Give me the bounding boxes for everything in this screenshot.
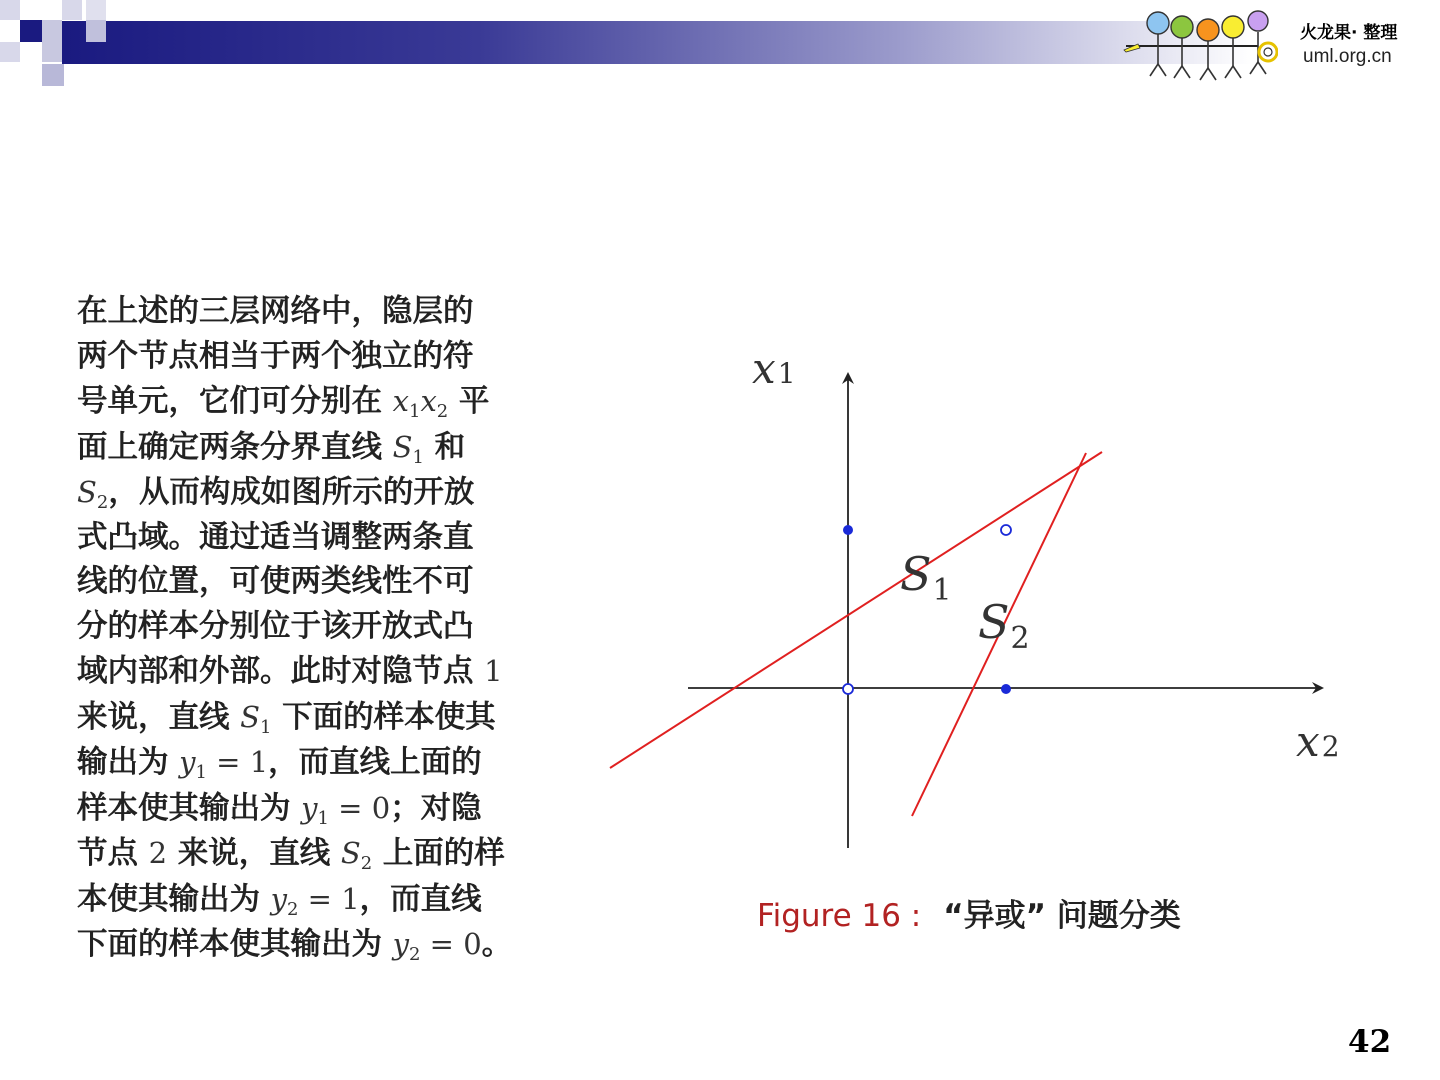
text-segment: 下面的样本使其输出为	[77, 927, 393, 962]
text-line	[77, 516, 592, 561]
text-segment: ，从而构成如图所示的开放	[108, 475, 475, 510]
math-symbol: x	[392, 384, 409, 418]
point-filled	[1001, 684, 1011, 694]
x2-axis-label	[1296, 717, 1340, 766]
text-segment: 输出为	[77, 745, 180, 780]
caption-label: Figure 16 :	[757, 898, 922, 934]
text-line	[77, 877, 592, 923]
text-segment: 分的样本分别位于该开放式凸	[77, 608, 474, 644]
math-S1	[392, 429, 424, 468]
text-line	[77, 335, 592, 380]
text-line	[77, 786, 592, 832]
label-sub: 2	[1321, 730, 1340, 763]
banner-square-mid	[42, 64, 64, 86]
text-line	[77, 740, 592, 786]
text-segment: 下面的样本使其	[271, 699, 496, 735]
math-symbol: y	[179, 745, 196, 779]
label-sub: 1	[777, 357, 796, 390]
text-segment: 两个节点相当于两个独立的符	[77, 338, 474, 374]
math-subscript: 1	[408, 401, 421, 422]
math-digit: 2	[148, 836, 168, 870]
text-line	[77, 695, 592, 741]
text-segment: ，而直线上面的	[268, 745, 482, 780]
math-subscript: 2	[409, 944, 421, 965]
text-segment: 在上述的三层网络中，隐层的	[77, 294, 474, 329]
figure-caption	[757, 890, 1181, 935]
text-segment: 样本使其输出为	[77, 790, 302, 826]
math-symbol: S	[240, 699, 260, 734]
banner-square-light	[62, 0, 82, 20]
text-segment: 上面的样	[372, 836, 505, 871]
text-segment: 平	[448, 384, 490, 419]
math-y2-eq-0	[392, 927, 482, 965]
banner-square-light	[0, 42, 20, 62]
header-banner	[62, 21, 1252, 64]
text-line	[77, 470, 592, 516]
math-symbol: y	[301, 790, 318, 825]
label-sub: 2	[1010, 621, 1030, 656]
math-equality: = 0	[328, 790, 391, 825]
banner-square-light	[0, 0, 20, 20]
math-subscript: 1	[260, 716, 272, 738]
xor-figure	[600, 350, 1360, 860]
math-equality: = 1	[298, 881, 360, 916]
math-subscript: 1	[412, 446, 424, 468]
text-segment: 域内部和外部。此时对隐节点	[77, 654, 485, 689]
text-segment: 本使其输出为	[77, 881, 271, 917]
math-subscript: 2	[96, 492, 109, 513]
math-subscript: 1	[195, 762, 207, 783]
banner-square-light	[86, 0, 106, 20]
math-y1-eq-1	[179, 745, 269, 783]
text-segment: 线的位置，可使两类线性不可	[77, 564, 474, 599]
math-S2	[77, 475, 109, 513]
caption-text: “异或” 问题分类	[943, 898, 1181, 934]
math-symbol: y	[392, 927, 410, 961]
banner-square-light	[42, 20, 62, 42]
text-segment: 来说，直线	[77, 699, 241, 735]
point-open	[843, 684, 853, 694]
math-x1x2	[392, 384, 449, 422]
text-segment: 号单元，它们可分别在	[77, 384, 393, 419]
line-label-s1	[900, 547, 952, 608]
point-filled	[843, 525, 853, 535]
banner-square-light	[42, 42, 62, 62]
math-subscript: 2	[436, 401, 449, 422]
text-segment: ，而直线	[359, 881, 482, 917]
brand-name: 火龙果· 整理	[1300, 23, 1398, 43]
math-number	[484, 654, 502, 688]
text-segment: 来说，直线	[167, 836, 341, 871]
math-equality: = 1	[206, 745, 269, 779]
math-y1-eq-0	[301, 790, 391, 829]
text-segment: ；对隐	[390, 790, 482, 826]
stick-figures-logo-icon	[1118, 6, 1278, 86]
text-line	[77, 605, 592, 650]
text-line	[77, 922, 592, 968]
text-segment: 面上确定两条分界直线	[77, 429, 393, 465]
text-line	[77, 649, 592, 695]
text-line	[77, 425, 592, 471]
body-paragraph	[77, 290, 592, 968]
label-main: x	[752, 350, 776, 393]
text-segment: 式凸域。通过适当调整两条直	[77, 519, 474, 555]
math-subscript: 2	[287, 898, 299, 920]
label-main: S	[900, 547, 932, 601]
text-line	[77, 560, 592, 605]
text-segment: 节点	[77, 836, 149, 871]
math-subscript: 1	[317, 807, 329, 829]
math-symbol: S	[77, 475, 97, 509]
math-subscript: 2	[360, 853, 373, 874]
text-segment: 和	[423, 429, 466, 465]
text-line	[77, 290, 592, 335]
text-line	[77, 379, 592, 425]
page-number: 42	[1348, 1024, 1392, 1060]
label-main: S	[978, 595, 1010, 649]
math-number	[149, 836, 167, 870]
label-sub: 1	[932, 573, 952, 608]
math-symbol: x	[420, 384, 437, 418]
point-open	[1001, 525, 1011, 535]
text-line	[77, 831, 592, 877]
label-main: x	[1296, 717, 1320, 766]
math-symbol: y	[270, 881, 288, 916]
math-symbol: S	[340, 836, 361, 870]
text-segment: 。	[481, 927, 513, 962]
boundary-line-s1	[610, 452, 1102, 768]
banner-square-light	[86, 20, 106, 42]
math-equality: = 0	[420, 927, 482, 961]
math-digit: 1	[484, 654, 503, 688]
math-y2-eq-1	[270, 881, 360, 920]
math-symbol: S	[392, 429, 413, 464]
line-label-s2	[978, 595, 1030, 656]
banner-square-dark	[20, 20, 42, 42]
math-S1	[240, 699, 272, 738]
x1-axis-label	[752, 350, 796, 393]
brand-url[interactable]: uml.org.cn	[1303, 46, 1392, 67]
math-S2	[340, 836, 373, 874]
